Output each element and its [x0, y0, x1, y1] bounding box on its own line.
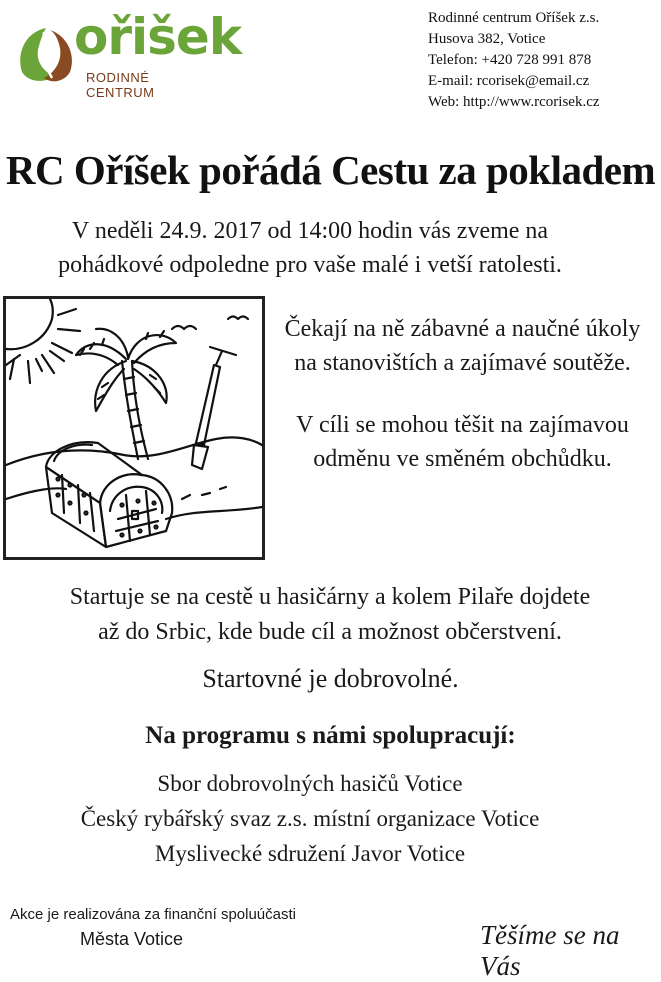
contact-org: Rodinné centrum Oříšek z.s.: [428, 10, 600, 26]
contact-email: E-mail: rcorisek@email.cz: [428, 73, 590, 89]
contact-address: Husova 382, Votice: [428, 31, 546, 47]
route-paragraph: [20, 580, 640, 650]
closing-text: Těšíme se na Vás: [480, 920, 620, 981]
logo: [14, 8, 242, 100]
tasks-line: Čekají na ně zábavné a naučné úkoly: [284, 316, 641, 342]
contact-block: [428, 8, 600, 113]
route-line: Startuje se na cestě u hasičárny a kolem Pilaře dojdete: [69, 584, 591, 610]
reward-line: V cíli se mohou těšit na zajímavou: [296, 412, 629, 438]
contact-phone: Telefon: +420 728 991 878: [428, 52, 592, 68]
tasks-paragraph: [270, 312, 655, 380]
route-line: až do Srbic, kde bude cíl a možnost občerstvení.: [98, 619, 562, 645]
logo-name: ořišek: [74, 8, 242, 66]
funding-city: Města Votice: [80, 929, 184, 949]
partners-list: [0, 766, 620, 871]
intro-line: pohádkové odpoledne pro vaše malé i vetší ratolesti.: [58, 252, 562, 278]
nut-leaf-icon: [14, 22, 78, 86]
intro-line: V neděli 24.9. 2017 od 14:00 hodin vás zveme na: [71, 218, 549, 244]
partner-item: Sbor dobrovolných hasičů Votice: [157, 771, 463, 796]
partner-item: Myslivecké sdružení Javor Votice: [154, 841, 466, 866]
contact-web: Web: http://www.rcorisek.cz: [428, 94, 600, 110]
reward-line: odměnu ve směném obchůdku.: [313, 446, 612, 472]
partner-item: Český rybářský svaz z.s. místní organizace Votice: [80, 806, 540, 831]
reward-paragraph: [270, 408, 655, 476]
page-title: RC Oříšek pořádá Cestu za pokladem: [5, 147, 656, 193]
fee-text: Startovné je dobrovolné.: [202, 664, 459, 693]
treasure-island-icon: [6, 299, 262, 557]
treasure-island-illustration: [3, 296, 265, 560]
partners-heading: Na programu s námi spolupracují:: [145, 722, 516, 749]
tasks-line: na stanovištích a zajímavé soutěže.: [294, 350, 631, 376]
funding-note: Akce je realizována za finanční spoluúčasti: [10, 906, 296, 923]
intro-paragraph: [30, 214, 590, 282]
logo-subtitle: RODINNÉ CENTRUM: [86, 70, 155, 100]
